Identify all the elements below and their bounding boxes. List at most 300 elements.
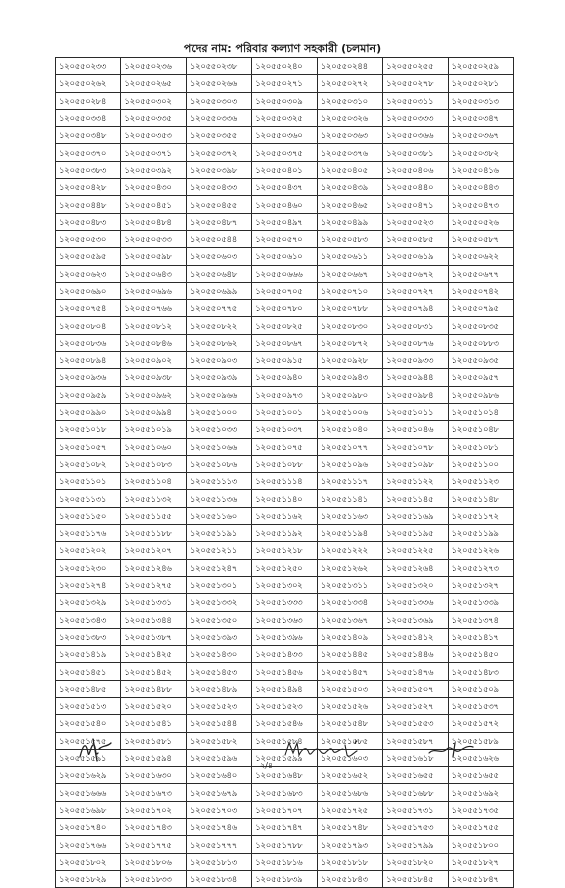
table-cell: ১২০৫৫১০৮৬ [186,455,251,472]
table-cell: ১২০৫৫১১০১ [56,473,121,490]
table-cell: ১২০৫৫০৯৯৪ [121,403,186,420]
table-cell: ১২০৫৫০৬৬৬ [252,265,317,282]
table-cell: ১২০৫৫১১১৭ [317,473,382,490]
table-cell: ১২০৫৫০৯৬৬ [186,386,251,403]
table-cell: ১২০৫৫০৯৪৩ [317,369,382,386]
table-cell: ১২০৫৫১০৭৭ [317,438,382,455]
table-cell: ১২০৫৫১৫৯৪ [121,749,186,766]
table-cell: ১২০৫৫০৫৯৮ [121,248,186,265]
table-cell: ১২০৫৫১৬৭৯ [186,784,251,801]
table-cell: ১২০৫৫০৪৬০ [252,196,317,213]
table-cell: ১২০৫৫১৭৩১ [383,801,448,818]
table-cell: ১২০৫৫১৮০২ [56,853,121,870]
table-cell: ১২০৫৫১১৪০ [252,490,317,507]
table-cell: ১২০৫৫০৮৭৬ [383,334,448,351]
table-cell: ১২০৫৫১৩৭৪ [448,611,513,628]
table-cell: ১২০৫৫১৭৬৬ [56,836,121,853]
table-cell: ১২০৫৫০৮১২ [121,317,186,334]
table-cell: ১২০৫৫১৩৮৭ [121,628,186,645]
table-cell: ১২০৫৫০৩৮১ [383,144,448,161]
table-cell: ১২০৫৫০৮৬২ [186,334,251,351]
table-cell: ১২০৫৫০৯৩৯ [186,369,251,386]
table-cell: ১২০৫৫১০৪০ [317,421,382,438]
table-cell: ১২০৫৫১৬০৩ [317,749,382,766]
table-row [56,282,514,299]
table-cell: ১২০৫৫১৬৭৩ [121,784,186,801]
table-cell: ১২০৫৫১০৯৮ [383,455,448,472]
table-row [56,697,514,714]
table-cell: ১২০৫৫১০৪৮ [448,421,513,438]
table-row [56,92,514,109]
table-cell: ১২০৫৫০৩১৩ [448,92,513,109]
table-cell: ১২০৫৫১২০২ [56,542,121,559]
table-cell: ১২০৫৫০৩১১ [383,92,448,109]
table-cell: ১২০৫৫১১৭৬ [56,525,121,542]
table-cell: ১২০৫৫১৪৪৬ [383,646,448,663]
table-cell: ১২০৫৫১৪৫৩ [186,663,251,680]
table-cell: ১২০৫৫০৩৩৬ [186,109,251,126]
table-row [56,75,514,92]
table-cell: ১২০৫৫০৫৪৪ [186,230,251,247]
table-cell: ১২০৫৫১৫৭৫ [56,732,121,749]
table-cell: ১২০৫৫০৯৩৮ [121,369,186,386]
table-cell: ১২০৫৫০৩৭০ [56,144,121,161]
table-cell: ১২০৫৫১০০৬ [317,403,382,420]
table-cell: ১২০৫৫০৩৩৪ [56,109,121,126]
table-row [56,628,514,645]
table-cell: ১২০৫৫০৬০৩ [186,248,251,265]
table-row [56,680,514,697]
table-cell: ১২০৫৫১৬৬৬ [56,784,121,801]
table-row [56,836,514,853]
table-row [56,58,514,75]
table-cell: ১২০৫৫১৫২৭ [383,697,448,714]
table-cell: ১২০৫৫০৪১৬ [448,161,513,178]
table-cell: ১২০৫৫১৩২০ [383,576,448,593]
table-cell: ১২০৫৫০৫৩৩ [121,230,186,247]
table-cell: ১২০৫৫০৭৪২ [448,282,513,299]
table-cell: ১২০৫৫১৩৪৪ [121,611,186,628]
table-cell: ১২০৫৫০৬৯০ [56,282,121,299]
table-cell: ১২০৫৫১৪৩০ [186,646,251,663]
table-cell: ১২০৫৫১৫৪৮ [317,715,382,732]
table-row [56,352,514,369]
table-cell: ১২০৫৫১৭৪৩ [121,819,186,836]
table-cell: ১২০৫৫১১২২ [383,473,448,490]
table-cell: ১২০৫৫১৭০২ [121,801,186,818]
table-cell: ১২০৫৫১১৯১ [186,525,251,542]
table-cell: ১২০৫৫০৪০৬ [383,161,448,178]
table-cell: ১২০৫৫১৫৮৭ [383,732,448,749]
table-cell: ১২০৫৫০৭২৭ [383,282,448,299]
table-cell: ১২০৫৫০৯১৫ [252,352,317,369]
table-cell: ১২০৫৫১৭৭৫ [121,836,186,853]
table-cell: ১২০৫৫১৬৫৫ [383,767,448,784]
table-cell: ১২০৫৫০৯৮০ [317,386,382,403]
table-cell: ১২০৫৫০৪৫৫ [186,196,251,213]
table-cell: ১২০৫৫১২৭৩ [448,559,513,576]
table-cell: ১২০৫৫১৬৪৮ [252,767,317,784]
table-cell: ১২০৫৫১৭৪৮ [317,819,382,836]
table-cell: ১২০৫৫১৫২৬ [317,697,382,714]
table-row [56,421,514,438]
signature-middle [283,737,363,763]
table-row [56,265,514,282]
table-cell: ১২০৫৫০২৭১ [252,75,317,92]
table-cell: ১২০৫৫১২৭৪ [56,576,121,593]
table-cell: ১২০৫৫০২৪৪ [317,58,382,75]
table-cell: ১২০৫৫০৯৪৪ [383,369,448,386]
table-cell: ১২০৫৫০৩৬৭ [448,127,513,144]
table-cell: ১২০৫৫০৩৮২ [448,144,513,161]
table-cell: ১২০৫৫০৬১১ [317,248,382,265]
table-cell: ১২০৫৫১০৭৮ [383,438,448,455]
table-cell: ১২০৫৫০৪৩৯ [317,179,382,196]
table-cell: ১২০৫৫১১৯২ [252,525,317,542]
table-cell: ১২০৫৫১৮৪৩ [317,870,382,887]
table-row [56,473,514,490]
table-cell: ১২০৫৫১৬৫৫ [448,767,513,784]
table-cell: ১২০৫৫১১৫৫ [121,507,186,524]
table-cell: ১২০৫৫১৭২৫ [317,801,382,818]
table-cell: ১২০৫৫০৬২২ [448,248,513,265]
table-cell: ১২০৫৫০৩৭৫ [252,144,317,161]
table-cell: ১২০৫৫১৬৮৮ [383,784,448,801]
table-cell: ১২০৫৫১২৩০ [56,559,121,576]
table-cell: ১২০৫৫০৪৪০ [383,179,448,196]
table-row [56,213,514,230]
table-cell: ১২০৫৫০৩৯৮ [186,161,251,178]
table-cell: ১২০৫৫১৪৪৫ [317,646,382,663]
table-cell: ১২০৫৫০৬৭২ [383,265,448,282]
table-cell: ১২০৫৫১০১৯ [121,421,186,438]
table-cell: ১২০৫৫০৪৮৭ [186,213,251,230]
table-cell: ১২০৫৫০৭৭৫ [186,300,251,317]
table-cell: ১২০৫৫১১০০ [448,455,513,472]
table-cell: ১২০৫৫১৭৪৬ [186,819,251,836]
table-row [56,594,514,611]
table-cell: ১২০৫৫০৩০৩ [186,92,251,109]
table-cell: ১২০৫৫১৮১৬ [252,853,317,870]
table-cell: ১২০৫৫০৪০৫ [317,161,382,178]
table-cell: ১২০৫৫১১৯৫ [383,525,448,542]
table-row [56,317,514,334]
table-cell: ১২০৫৫০৫২৩ [383,213,448,230]
table-cell: ১২০৫৫০৮০৪ [56,317,121,334]
table-cell: ১২০৫৫১২১১ [186,542,251,559]
table-cell: ১২০৫৫১৫৯১ [56,749,121,766]
table-cell: ১২০৫৫০৭৬৬ [121,300,186,317]
table-cell: ১২০৫৫১২২৬ [448,542,513,559]
table-cell: ১২০৫৫১৮২০ [383,853,448,870]
table-row [56,819,514,836]
table-cell: ১২০৫৫০৯৫৯ [56,386,121,403]
table-cell: ১২০৫৫১৩৩১ [121,594,186,611]
table-cell: ১২০৫৫০৬১৯ [383,248,448,265]
table-cell: ১২০৫৫১৪১৯ [56,646,121,663]
table-cell: ১২০৫৫১৫৪৪ [186,715,251,732]
table-row [56,369,514,386]
table-cell: ১২০৫৫১৭৯৯ [383,836,448,853]
table-cell: ১২০৫৫১৬৩০ [121,767,186,784]
table-cell: ১২০৫৫০৬৯৯ [186,282,251,299]
table-cell: ১২০৫৫০৩৬৩ [317,127,382,144]
table-cell: ১২০৫৫০৮২৫ [252,317,317,334]
table-cell: ১২০৫৫০৯৪০ [252,369,317,386]
table-row [56,507,514,524]
table-cell: ১২০৫৫১৩৯৬ [252,628,317,645]
table-cell: ১২০৫৫১৫৫৩ [383,715,448,732]
table-row [56,646,514,663]
table-cell: ১২০৫৫১৪২৫ [121,646,186,663]
table-cell: ১২০৫৫১১০৪ [121,473,186,490]
table-cell: ১২০৫৫১০৬৬ [186,438,251,455]
table-cell: ১২০৫৫১৫০৩ [317,680,382,697]
table-cell: ১২০৫৫১৫৮৫ [317,732,382,749]
table-row [56,576,514,593]
table-row [56,715,514,732]
table-cell: ১২০৫৫১৬৯২ [448,784,513,801]
table-cell: ১২০৫৫০২৬৫ [121,75,186,92]
table-cell: ১২০৫৫১১৬৩ [317,507,382,524]
table-cell: ১২০৫৫১০৮৩ [121,455,186,472]
table-row [56,403,514,420]
table-cell: ১২০৫৫১৪৫০ [448,646,513,663]
table-cell: ১২০৫৫০২৩৬ [121,58,186,75]
table-cell: ১২০৫৫১৩৯৩ [186,628,251,645]
table-cell: ১২০৫৫১৮০৬ [121,853,186,870]
table-cell: ১২০৫৫১১৮৮ [121,525,186,542]
table-cell: ১২০৫৫১০৬০ [121,438,186,455]
table-cell: ১২০৫৫১৩৩৪ [317,594,382,611]
table-row [56,334,514,351]
table-cell: ১২০৫৫০২৮১ [448,75,513,92]
table-cell: ১২০৫৫১০৮৮ [252,455,317,472]
table-cell: ১২০৫৫০৪৬৫ [317,196,382,213]
table-cell: ১২০৫৫০৮৩১ [383,317,448,334]
table-cell: ১২০৫৫১০১৪ [448,403,513,420]
table-cell: ১২০৫৫১৪৫২ [121,663,186,680]
table-cell: ১২০৫৫১০০১ [252,403,317,420]
table-cell: ১২০৫৫১৪৯৪ [252,680,317,697]
table-cell: ১২০৫৫০৫৮৭ [448,230,513,247]
table-cell: ১২০৫৫০৮৩৬ [56,334,121,351]
table-cell: ১২০৫৫১২৪৬ [121,559,186,576]
table-cell: ১২০৫৫০৩৪৮ [56,127,121,144]
table-cell: ১২০৫৫০২৬৬ [186,75,251,92]
table-cell: ১২০৫৫১১৬০ [186,507,251,524]
table-cell: ১২০৫৫০৪৪৮ [56,196,121,213]
table-cell: ১২০৫৫১২৫০ [252,559,317,576]
table-cell: ১২০৫৫১১৬৯ [383,507,448,524]
table-cell: ১২০৫৫১৩০১ [186,576,251,593]
table-cell: ১২০৫৫০৮৬৭ [252,334,317,351]
table-cell: ১২০৫৫১৪৮৮ [121,680,186,697]
table-cell: ১২০৫৫১৩৩৬ [383,594,448,611]
table-cell: ১২০৫৫০৮৭২ [317,334,382,351]
table-cell: ১২০৫৫০৩১০ [317,92,382,109]
table-row [56,196,514,213]
table-cell: ১২০৫৫১৫০৭ [383,680,448,697]
table-cell: ১২০৫৫১৪৫৬ [252,663,317,680]
table-row [56,230,514,247]
table-cell: ১২০৫৫১০৮২ [56,455,121,472]
table-cell: ১২০৫৫০৭৫৪ [56,300,121,317]
table-row [56,559,514,576]
table-row [56,438,514,455]
table-cell: ১২০৫৫০৯০২ [121,352,186,369]
table-cell: ১২০৫৫১৬৫২ [317,767,382,784]
table-cell: ১২০৫৫১১৯৪ [317,525,382,542]
table-cell: ১২০৫৫১০৪৬ [383,421,448,438]
table-row [56,455,514,472]
table-cell: ১২০৫৫০৭৮৮ [317,300,382,317]
table-cell: ১২০৫৫০৯৩৩ [383,352,448,369]
table-cell: ১২০৫৫১৫০৯ [448,680,513,697]
table-cell: ১২০৫৫১৫২০ [121,697,186,714]
table-cell: ১২০৫৫০৩৫৩ [121,127,186,144]
table-cell: ১২০৫৫০২৫৫ [383,58,448,75]
table-row [56,144,514,161]
table-cell: ১২০৫৫১৫৮২ [186,732,251,749]
table-cell: ১২০৫৫১৪৮৫ [56,680,121,697]
signature-left [77,735,117,765]
table-cell: ১২০৫৫১০৯৬ [317,455,382,472]
table-cell: ১২০৫৫১০৩৩ [186,421,251,438]
table-row [56,386,514,403]
table-cell: ১২০৫৫১৮৩৩ [121,870,186,887]
table-cell: ১২০৫৫০৯৭৩ [252,386,317,403]
table-cell: ১২০৫৫১০৫৭ [56,438,121,455]
table-cell: ১২০৫৫০৮৩০ [317,317,382,334]
table-row [56,490,514,507]
table-cell: ১২০৫৫১১৩১ [56,490,121,507]
table-cell: ১২০৫৫০৮৮৩ [448,334,513,351]
table-cell: ১২০৫৫০২৩৮ [186,58,251,75]
table-cell: ১২০৫৫১১৪৫ [383,490,448,507]
table-cell: ১২০৫৫১৮৩৪ [186,870,251,887]
table-cell: ১২০৫৫০৩৬৬ [383,127,448,144]
table-row [56,525,514,542]
table-cell: ১২০৫৫১৪৫১ [56,663,121,680]
table-cell: ১২০৫৫০২৭৮ [383,75,448,92]
table-cell: ১২০৫৫১৭০৩ [186,801,251,818]
table-row [56,109,514,126]
table-cell: ১২০৫৫০৫৭০ [252,230,317,247]
table-cell: ১২০৫৫১৫৮১ [121,732,186,749]
table-cell: ১২০৫৫০২৫৯ [448,58,513,75]
table-cell: ১২০৫৫০৬৪৩ [121,265,186,282]
table-cell: ১২০৫৫১১২৩ [448,473,513,490]
table-cell: ১২০৫৫০৬৯৬ [121,282,186,299]
table-row [56,870,514,887]
table-cell: ১২০৫৫০৩৩৩ [383,109,448,126]
table-cell: ১২০৫৫০৭৮০ [252,300,317,317]
page-title: পদের নাম: পরিবার কল্যাণ সহকারী (চলমান) [183,42,382,55]
table-cell: ১২০৫৫১৩৩৩ [252,594,317,611]
table-cell: ১২০৫৫১২৬২ [317,559,382,576]
table-cell: ১২০৫৫১৬১৮ [383,749,448,766]
table-cell: ১২০৫৫১৫৪০ [56,715,121,732]
table-cell: ১২০৫৫১৩৩২ [186,594,251,611]
table-cell: ১২০৫৫১৭৩৫ [448,801,513,818]
table-cell: ১২০৫৫০৭৯৫ [448,300,513,317]
table-cell: ১২০৫৫১৩৩৯ [448,594,513,611]
table-cell: ১২০৫৫০৯২৮ [317,352,382,369]
table-cell: ১২০৫৫১৪৮৩ [448,663,513,680]
table-cell: ১২০৫৫১৫৮৯ [448,732,513,749]
table-cell: ১২০৫৫১৫২৩ [186,697,251,714]
table-cell: ১২০৫৫০৩০৯ [252,92,317,109]
table-cell: ১২০৫৫১৬৪০ [186,767,251,784]
table-cell: ১২০৫৫০২৭২ [317,75,382,92]
table-cell: ১২০৫৫১৭৪০ [56,819,121,836]
table-cell: ১২০৫৫০৪৪৩ [448,179,513,196]
table-cell: ১২০৫৫১৬২৯ [56,767,121,784]
table-cell: ১২০৫৫১৪০৯ [317,628,382,645]
table-cell: ১২০৫৫০৭০৫ [252,282,317,299]
table-cell: ১২০৫৫১৬২৬ [448,749,513,766]
table-cell: ১২০৫৫১১৫০ [56,507,121,524]
table-row [56,853,514,870]
table-row [56,248,514,265]
table-cell: ১২০৫৫১৫১৩ [56,697,121,714]
table-cell: ১২০৫৫১৫৩৭ [448,697,513,714]
table-cell: ১২০৫৫০২৮৪ [56,92,121,109]
table-cell: ১২০৫৫০৪০১ [252,161,317,178]
table-cell: ১২০৫৫০৪৯৯ [317,213,382,230]
table-cell: ১২০৫৫০৮৯৪ [56,352,121,369]
table-cell: ১২০৫৫১০৩৭ [252,421,317,438]
table-cell: ১২০৫৫১৮২৯ [56,870,121,887]
table-cell: ১২০৫৫১৩৮৩ [56,628,121,645]
table-cell: ১২০৫৫০৫৮৩ [317,230,382,247]
page-number: ২/৪ [260,761,274,770]
table-cell: ১২০৫৫১৪৮৯ [186,680,251,697]
table-row [56,542,514,559]
table-cell: ১২০৫৫০৪৩০ [121,179,186,196]
table-cell: ১২০৫৫০২৬২ [56,75,121,92]
table-cell: ১২০৫৫০৩৭৬ [317,144,382,161]
table-cell: ১২০৫৫১১১৪ [252,473,317,490]
table-cell: ১২০৫৫০৫৩০ [56,230,121,247]
table-cell: ১২০৫৫১৩০২ [252,576,317,593]
table-cell: ১২০৫৫০৪৩৭ [252,179,317,196]
table-cell: ১২০৫৫১১৯৯ [448,525,513,542]
table-cell: ১২০৫৫০৯৬২ [121,386,186,403]
table-cell: ১২০৫৫০৪৭৩ [448,196,513,213]
table-cell: ১২০৫৫১৮০০ [448,836,513,853]
table-cell: ১২০৫৫০৪৮৩ [56,213,121,230]
table-cell: ১২০৫৫১২০৭ [121,542,186,559]
table-cell: ১২০৫৫০৭১০ [317,282,382,299]
table-cell: ১২০৫৫১৭৮৮ [252,836,317,853]
table-cell: ১২০৫৫১৫৭২ [448,715,513,732]
table-cell: ১২০৫৫১৫৯৬ [186,749,251,766]
table-cell: ১২০৫৫১২৭৫ [121,576,186,593]
table-cell: ১২০৫৫০৯৩৫ [448,352,513,369]
table-row [56,300,514,317]
table-cell: ১২০৫৫০৫২৬ [448,213,513,230]
table-cell: ১২০৫৫১৬৮৬ [317,784,382,801]
table-cell: ১২০৫৫০৩৬০ [252,127,317,144]
table-cell: ১২০৫৫১৫২৩ [252,697,317,714]
table-cell: ১২০৫৫১৮২৭ [448,853,513,870]
table-cell: ১২০৫৫১৪৫৭ [317,663,382,680]
table-cell: ১২০৫৫১১৪৮ [448,490,513,507]
table-cell: ১২০৫৫০৮৩৫ [448,317,513,334]
table-cell: ১২০৫৫১৬৯৮ [56,801,121,818]
